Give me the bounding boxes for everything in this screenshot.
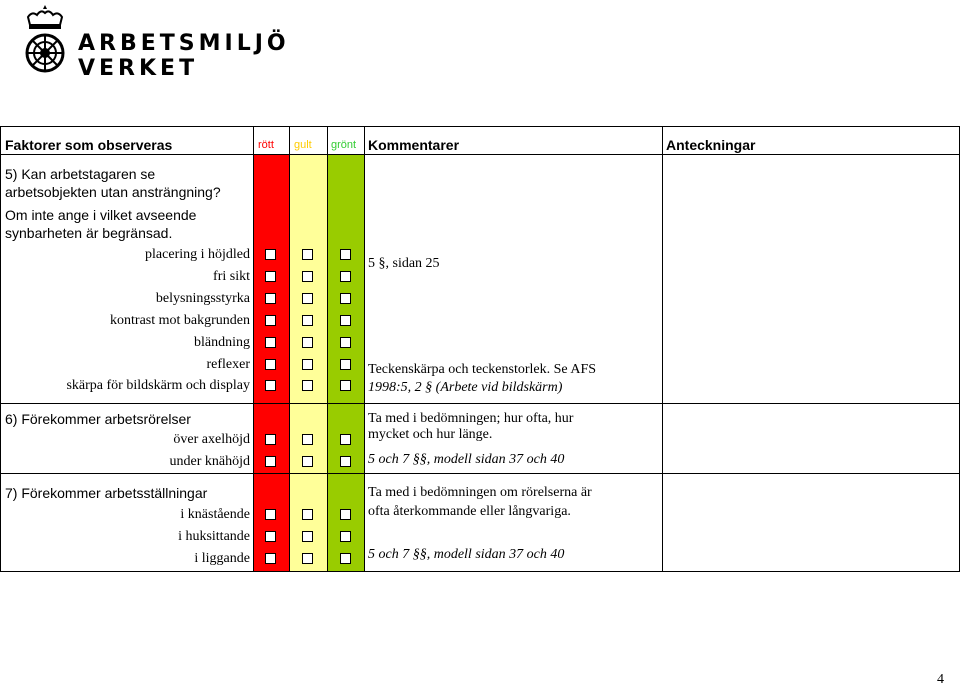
crown-emblem-icon bbox=[20, 3, 70, 85]
red-checkbox[interactable] bbox=[265, 553, 276, 564]
yellow-checkbox[interactable] bbox=[302, 249, 313, 260]
section7-title: 7) Förekommer arbetsställningar bbox=[5, 485, 208, 501]
section7-comment3: 5 och 7 §§, modell sidan 37 och 40 bbox=[368, 547, 565, 562]
section5-line4: synbarheten är begränsad. bbox=[5, 225, 173, 241]
green-checkbox[interactable] bbox=[340, 380, 351, 391]
yellow-checkbox[interactable] bbox=[302, 359, 313, 370]
observation-table bbox=[0, 126, 960, 572]
yellow-checkbox[interactable] bbox=[302, 456, 313, 467]
yellow-checkbox[interactable] bbox=[302, 315, 313, 326]
green-checkbox[interactable] bbox=[340, 249, 351, 260]
green-checkbox[interactable] bbox=[340, 531, 351, 542]
section7-comment1: Ta med i bedömningen om rörelserna är bbox=[368, 485, 592, 500]
item-under-knahojd: under knähöjd bbox=[169, 454, 250, 469]
red-checkbox[interactable] bbox=[265, 337, 276, 348]
green-checkbox[interactable] bbox=[340, 553, 351, 564]
item-huksittande: i huksittande bbox=[178, 529, 250, 544]
header-red: rött bbox=[258, 139, 274, 151]
item-skarpa: skärpa för bildskärm och display bbox=[66, 378, 250, 393]
section5-comment3: 1998:5, 2 § (Arbete vid bildskärm) bbox=[368, 380, 563, 395]
item-reflexer: reflexer bbox=[206, 357, 250, 372]
section5-line1: 5) Kan arbetstagaren se bbox=[5, 166, 156, 182]
yellow-checkbox[interactable] bbox=[302, 271, 313, 282]
green-checkbox[interactable] bbox=[340, 456, 351, 467]
item-liggande: i liggande bbox=[194, 551, 250, 566]
yellow-checkbox[interactable] bbox=[302, 293, 313, 304]
green-checkbox[interactable] bbox=[340, 293, 351, 304]
yellow-checkbox[interactable] bbox=[302, 509, 313, 520]
red-checkbox[interactable] bbox=[265, 456, 276, 467]
header-yellow: gult bbox=[294, 139, 312, 151]
section5-line2: arbetsobjekten utan ansträngning? bbox=[5, 184, 221, 200]
red-checkbox[interactable] bbox=[265, 359, 276, 370]
item-kontrast: kontrast mot bakgrunden bbox=[110, 313, 250, 328]
red-checkbox[interactable] bbox=[265, 509, 276, 520]
red-checkbox[interactable] bbox=[265, 531, 276, 542]
red-checkbox[interactable] bbox=[265, 249, 276, 260]
green-checkbox[interactable] bbox=[340, 434, 351, 445]
logo-text-line2: VERKET bbox=[78, 56, 199, 81]
section6-comment2: mycket och hur länge. bbox=[368, 427, 493, 442]
item-over-axelhojd: över axelhöjd bbox=[173, 432, 250, 447]
red-checkbox[interactable] bbox=[265, 434, 276, 445]
header-comments: Kommentarer bbox=[368, 137, 460, 153]
page-number: 4 bbox=[937, 672, 944, 687]
red-checkbox[interactable] bbox=[265, 271, 276, 282]
green-checkbox[interactable] bbox=[340, 359, 351, 370]
green-checkbox[interactable] bbox=[340, 315, 351, 326]
item-blandning: bländning bbox=[194, 335, 250, 350]
header-green: grönt bbox=[331, 139, 357, 151]
green-checkbox[interactable] bbox=[340, 271, 351, 282]
item-knastaende: i knästående bbox=[180, 507, 250, 522]
yellow-checkbox[interactable] bbox=[302, 531, 313, 542]
section7-comment2: ofta återkommande eller långvariga. bbox=[368, 504, 571, 519]
yellow-checkbox[interactable] bbox=[302, 380, 313, 391]
section6-comment3: 5 och 7 §§, modell sidan 37 och 40 bbox=[368, 452, 565, 467]
item-fri-sikt: fri sikt bbox=[213, 269, 250, 284]
header-notes: Anteckningar bbox=[666, 137, 756, 153]
section6-comment1: Ta med i bedömningen; hur ofta, hur bbox=[368, 411, 574, 426]
header-factors: Faktorer som observeras bbox=[5, 137, 173, 153]
yellow-checkbox[interactable] bbox=[302, 434, 313, 445]
yellow-checkbox[interactable] bbox=[302, 553, 313, 564]
section5-comment2: Teckenskärpa och teckenstorlek. Se AFS bbox=[368, 362, 597, 377]
item-placering: placering i höjdled bbox=[145, 247, 250, 262]
green-checkbox[interactable] bbox=[340, 509, 351, 520]
yellow-checkbox[interactable] bbox=[302, 337, 313, 348]
section6-title: 6) Förekommer arbetsrörelser bbox=[5, 411, 191, 427]
red-checkbox[interactable] bbox=[265, 380, 276, 391]
section5-comment1: 5 §, sidan 25 bbox=[368, 256, 440, 271]
red-checkbox[interactable] bbox=[265, 293, 276, 304]
item-belysningsstyrka: belysningsstyrka bbox=[155, 291, 250, 306]
section5-line3: Om inte ange i vilket avseende bbox=[5, 207, 197, 223]
red-checkbox[interactable] bbox=[265, 315, 276, 326]
logo-text-line1: ARBETSMILJÖ bbox=[78, 31, 290, 56]
green-checkbox[interactable] bbox=[340, 337, 351, 348]
